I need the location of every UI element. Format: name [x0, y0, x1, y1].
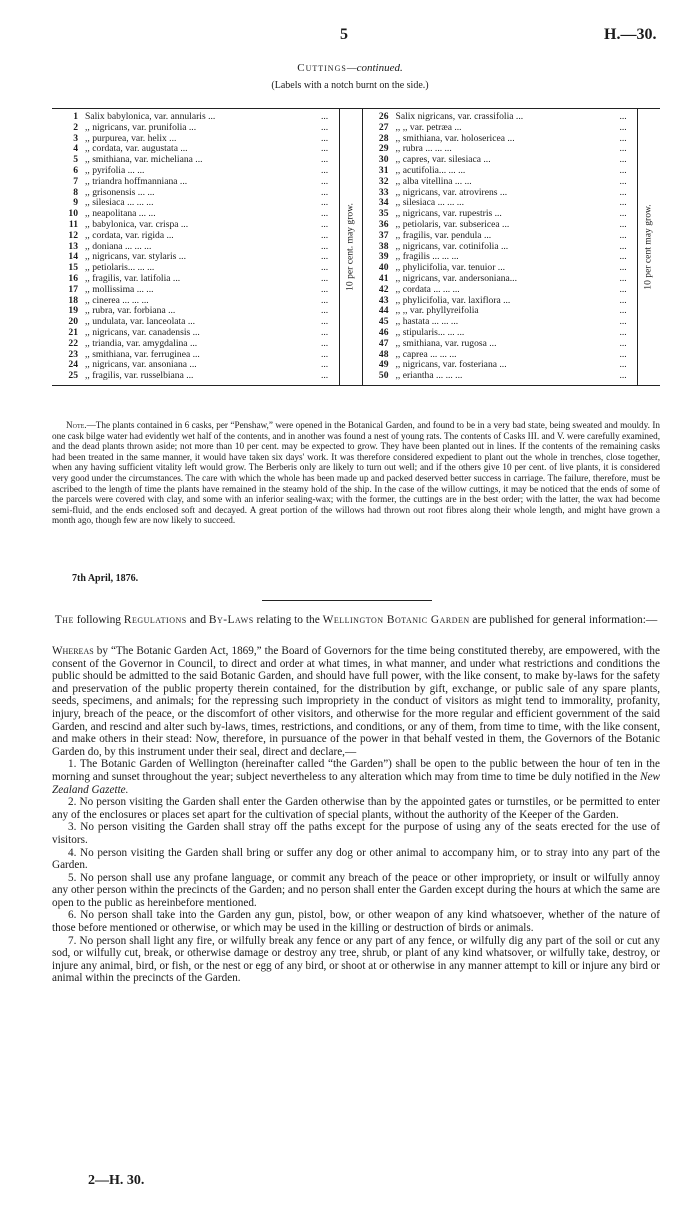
regulation-3: 3. No person visiting the Garden shall stray off the paths except for the purpose of using any of the seats erected for the use of visitors. — [52, 821, 660, 846]
intro-garden-name: Wellington Botanic Garden — [322, 614, 470, 626]
leader-dots: ... — [619, 326, 627, 338]
section-subtitle: (Labels with a notch burnt on the side.) — [271, 80, 429, 91]
cutting-name: ,, triandra hoffmanniana ... — [85, 176, 188, 187]
leader-dots: ... — [321, 154, 329, 166]
leader-dots: ... — [619, 186, 627, 198]
cutting-number: 32 — [378, 175, 389, 187]
cutting-number: 34 — [378, 197, 389, 209]
section-title-continued: —continued. — [346, 62, 403, 74]
section-title-main: Cuttings — [297, 62, 347, 74]
cutting-name: Salix babylonica, var. annularis ... — [85, 111, 216, 122]
cutting-name: ,, capres, var. silesiaca ... — [395, 155, 491, 166]
cutting-name: ,, fragilis, var. pendula ... — [395, 230, 492, 241]
cutting-name: ,, fragilis, var. russelbiana ... — [85, 371, 194, 382]
leader-dots: ... — [321, 337, 329, 349]
cutting-name: ,, neapolitana ... ... — [85, 209, 156, 220]
leader-dots: ... — [321, 218, 329, 230]
leader-dots: ... — [321, 326, 329, 338]
leader-dots: ... — [619, 283, 627, 295]
leader-dots: ... — [619, 316, 627, 328]
cutting-name: ,, smithiana, var. micheliana ... — [85, 155, 203, 166]
leader-dots: ... — [321, 370, 329, 382]
leader-dots: ... — [321, 121, 329, 133]
cutting-number: 45 — [378, 316, 389, 328]
cutting-name: ,, acutifolia... ... ... — [395, 165, 466, 176]
cutting-number: 10 — [68, 208, 78, 220]
leader-dots: ... — [321, 208, 329, 220]
cutting-number: 49 — [378, 359, 389, 371]
leader-dots: ... — [321, 283, 329, 295]
cutting-number: 5 — [73, 154, 78, 166]
regulation-7: 7. No person shall light any fire, or wilfully break any fence or any part of any fence, or wilfully dig any part of the soil or cut any sod, or wilfully cut, break, or otherwise damage or destroy any tree, shrub, or plant of any kind whatsover, or wilfully take, destroy, or injure any animal, bird, or fish, or the nest or egg of any bird, or shoot at or otherwise in any manner attempt to kill or injure any bird or animal within the precincts of the Garden. — [52, 934, 661, 985]
regulation-5: 5. No person shall use any profane language, or commit any breach of the peace or other impropriety, or insult or wilfully annoy any other person within the precincts of the Garden; and no person shall enter the Garden except during the hours at which the same are open to the public as hereinbefore mentioned. — [52, 871, 660, 909]
cutting-number: 31 — [378, 164, 389, 176]
regulation-6: 6. No person shall take into the Garden any gun, pistol, bow, or other weapon of any kind whatsoever, whether of the nature of those before mentioned or otherwise, or which may be used in the killing or destruction of birds or animals. — [52, 909, 660, 935]
cutting-name: ,, alba vitellina ... ... — [395, 176, 472, 187]
cutting-name: ,, caprea ... ... ... — [395, 349, 457, 360]
cutting-name: ,, smithiana, var. rugosa ... — [395, 338, 497, 349]
leader-dots: ... — [619, 208, 627, 220]
cutting-name: ,, fragilis ... ... ... — [395, 252, 459, 263]
cutting-name: ,, nigricans, var. canadensis ... — [85, 327, 200, 338]
leader-dots: ... — [619, 132, 627, 144]
note-text: —The plants contained in 6 casks, per “Penshaw,” were opened in the Botanical Garden, and found to be in a very bad state, being sweated and mouldy. In one cask bilge water had evidently wet half of the contents, and in another was found a nest of young rats. The contents of Casks III. and V. were carefully examined, and the dead plants thrown aside; not more than 10 per cent. may be expected to grow. They have been planted out in lines. If the contents of the remaining casks had been treated in the same manner, it would have taken six days' work. It was therefore considered expedient to plant out the whole in trenches, close together, when any having sufficient vitality left would grow. The Berberis only are likely to turn out well; and if the others give 10 per cent. of live plants, it is considered very good under the circumstances. The care with which the whole has been made up and packed deserved better success in carriage. The failure, therefore, must be ascribed to the length of time the plants have remained in the steamy hold of the ship. In the case of the willow cuttings, it may be noticed that the ends of some of the parcels were covered with clay, and some with an inferior sealing-wax; with the former, the cuttings are in the best order; with the latter, the wax had become semi-fluid, and the ends enclosed soft and decayed. A great portion of the willows had thrown out root fibres along their whole length, and might have grown a month ago, though few are now likely to succeed. — [52, 420, 660, 526]
growth-note-left-text: 10 per cent. may grow. — [344, 203, 356, 291]
cutting-number: 39 — [378, 251, 389, 263]
cutting-number: 6 — [73, 164, 78, 176]
cutting-name: ,, smithiana, var. holosericea ... — [395, 133, 515, 144]
leader-dots: ... — [619, 229, 627, 241]
leader-dots: ... — [619, 164, 627, 176]
leader-dots: ... — [619, 337, 627, 349]
cutting-number: 24 — [68, 359, 78, 371]
regulation-4: 4. No person visiting the Garden shall bring or suffer any dog or other animal to accompany him, or to stray into any part of the Garden. — [52, 846, 660, 872]
cutting-name: ,, pyrifolia ... ... — [85, 165, 145, 176]
cutting-name: ,, nigricans, var. stylaris ... — [85, 252, 186, 263]
leader-dots: ... — [321, 175, 329, 187]
cutting-name: ,, silesiaca ... ... ... — [85, 198, 154, 209]
leader-dots: ... — [619, 370, 627, 382]
leader-dots: ... — [321, 251, 329, 263]
cutting-number: 12 — [68, 229, 78, 241]
leader-dots: ... — [619, 240, 627, 252]
cutting-number: 42 — [378, 283, 389, 295]
leader-dots: ... — [321, 164, 329, 176]
leader-dots: ... — [619, 262, 627, 274]
cutting-name: ,, mollissima ... ... — [85, 284, 154, 295]
cutting-number: 19 — [68, 305, 78, 317]
cutting-number: 50 — [378, 370, 389, 382]
cutting-name: ,, nigricans, var. fosteriana ... — [395, 360, 507, 371]
intro-text-2: relating to the — [253, 614, 323, 626]
cutting-name: Salix nigricans, var. crassifolia ... — [395, 111, 524, 122]
cutting-name: ,, fragilis, var. latifolia ... — [85, 273, 181, 284]
cutting-name: ,, petiolaris... ... ... — [85, 263, 155, 274]
cutting-name: ,, phylicifolia, var. laxiflora ... — [395, 295, 511, 306]
cutting-number: 40 — [378, 262, 389, 274]
cutting-name: ,, ,, var. phyllyreifolia — [395, 306, 479, 317]
note-paragraph — [52, 420, 660, 526]
cutting-name: ,, nigricans, var. andersoniana... — [395, 273, 517, 284]
cutting-number: 16 — [68, 272, 78, 284]
regulation-2: 2. No person visiting the Garden shall enter the Garden otherwise than by the appointed gates or turnstiles, or be permitted to enter any of the enclosures or places set apart for the cultivation of special plants, without the authority of the Keeper of the Garden. — [52, 796, 660, 821]
cutting-name: ,, stipularis... ... ... — [395, 327, 465, 338]
cutting-number: 36 — [378, 218, 389, 230]
table-row — [52, 109, 660, 123]
leader-dots: ... — [619, 111, 627, 122]
cutting-number: 18 — [68, 294, 78, 306]
leader-dots: ... — [619, 305, 627, 317]
cutting-number: 35 — [378, 208, 389, 220]
leader-dots: ... — [321, 186, 329, 198]
cutting-number: 37 — [378, 229, 389, 241]
leader-dots: ... — [321, 111, 329, 122]
leader-dots: ... — [321, 197, 329, 209]
leader-dots: ... — [321, 359, 329, 371]
footer-signature: 2—H. 30. — [88, 1173, 145, 1188]
leader-dots: ... — [321, 240, 329, 252]
cutting-number: 1 — [73, 111, 78, 122]
cutting-name: ,, purpurea, var. helix ... — [85, 133, 177, 144]
regulation-1-gazette: New Zealand Gazette. — [52, 770, 660, 796]
cutting-number: 2 — [73, 121, 78, 133]
cutting-number: 28 — [378, 132, 389, 144]
intro-regulations: Regulations — [123, 614, 187, 626]
cutting-number: 33 — [378, 186, 389, 198]
cutting-number: 22 — [68, 337, 78, 349]
leader-dots: ... — [619, 154, 627, 166]
cutting-name: ,, rubra, var. forbiana ... — [85, 306, 176, 317]
cutting-number: 9 — [73, 197, 78, 209]
leader-dots: ... — [619, 218, 627, 230]
leader-dots: ... — [619, 251, 627, 263]
cutting-number: 8 — [73, 186, 78, 198]
cutting-name: ,, babylonica, var. crispa ... — [85, 219, 189, 230]
cutting-number: 15 — [68, 262, 78, 274]
cutting-number: 17 — [68, 283, 78, 295]
leader-dots: ... — [321, 305, 329, 317]
cutting-name: ,, phylicifolia, var. tenuior ... — [395, 263, 506, 274]
intro-text-3: are published for general information:— — [469, 614, 658, 626]
leader-dots: ... — [619, 348, 627, 360]
cutting-name: ,, eriantha ... ... ... — [395, 371, 463, 382]
cutting-name: ,, nigricans, var. atrovirens ... — [395, 187, 508, 198]
note-date: 7th April, 1876. — [72, 573, 139, 584]
cutting-number: 30 — [378, 154, 389, 166]
leader-dots: ... — [321, 272, 329, 284]
preamble-text: by “The Botanic Garden Act, 1869,” the Board of Governors for the time being constituted thereby, are empowered, with the consent of the Governor in Council, to direct and order at what times, in what manner, and under what restrictions and conditions the public should be admitted to the said Botanic Garden, and should have full power, with the like consent, to make by-laws for the safety and preservation of the public property therein contained, for the distribution by gift, exchange, or public sale of any spare plants, seeds, specimens, and animals; for the repressing such impropriety in the conduct of visitors as might tend to immorality, profanity, injury, breach of the peace, or the discomfort of other visitors, and otherwise for the more regular and efficient government of the said Garden, and rescind and alter such by-laws, times, restrictions, and conditions, or any of them, from time to time, with the like consent, and make others in their stead: Now, therefore, in pursuance of the power in that behalf vested in them, the Governors of the Botanic Garden do, by this instrument under their seal, direct and declare,— — [52, 645, 660, 758]
preamble-paragraph — [52, 645, 660, 758]
cutting-name: ,, ,, var. petræa ... — [395, 122, 462, 133]
cutting-name: ,, doniana ... ... ... — [85, 241, 152, 252]
page-number: 5 — [340, 26, 348, 43]
growth-note-right — [638, 109, 661, 386]
cutting-name: ,, grisonensis ... ... — [85, 187, 155, 198]
leader-dots: ... — [619, 143, 627, 155]
growth-note-left — [339, 109, 362, 386]
regulations-intro — [52, 614, 660, 627]
cutting-name: ,, smithiana, var. ferruginea ... — [85, 349, 200, 360]
intro-the: The — [54, 614, 74, 626]
note-lead: Note. — [66, 420, 87, 430]
intro-bylaws: By-Laws — [208, 614, 254, 626]
cutting-number: 21 — [68, 326, 78, 338]
leader-dots: ... — [321, 262, 329, 274]
leader-dots: ... — [619, 175, 627, 187]
cutting-number: 27 — [378, 121, 389, 133]
cutting-number: 43 — [378, 294, 389, 306]
regulation-1 — [52, 758, 660, 796]
leader-dots: ... — [619, 197, 627, 209]
cutting-name: ,, cordata, var. augustata ... — [85, 144, 188, 155]
cutting-name: ,, nigricans, var. prunifolia ... — [85, 122, 197, 133]
cutting-name: ,, nigricans, var. ansoniana ... — [85, 360, 197, 371]
section-title — [0, 62, 700, 74]
cutting-number: 11 — [68, 218, 78, 230]
regulations-body — [52, 645, 660, 985]
regulation-1-text: 1. The Botanic Garden of Wellington (hereinafter called “the Garden”) shall be open to the public between the hour of ten in the morning and sunset throughout the year; subject nevertheless to any alteration which may from time to time be duly notified in the — [52, 758, 660, 783]
document-reference: H.—30. — [604, 26, 657, 43]
cutting-number: 7 — [73, 175, 78, 187]
cutting-number: 29 — [378, 143, 389, 155]
leader-dots: ... — [619, 272, 627, 284]
cutting-name: ,, hastata ... ... ... — [395, 317, 459, 328]
cutting-name: ,, nigricans, var. cotinifolia ... — [395, 241, 509, 252]
cuttings-table — [52, 108, 660, 386]
leader-dots: ... — [321, 348, 329, 360]
cutting-name: ,, silesiaca ... ... ... — [395, 198, 464, 209]
cutting-number: 46 — [378, 326, 389, 338]
cutting-name: ,, nigricans, var. rupestris ... — [395, 209, 502, 220]
cutting-name: ,, cinerea ... ... ... — [85, 295, 149, 306]
intro-text-1: following — [73, 614, 124, 626]
section-divider — [262, 600, 432, 601]
cutting-number: 38 — [378, 240, 389, 252]
leader-dots: ... — [321, 294, 329, 306]
cutting-name: ,, petiolaris, var. subsericea ... — [395, 219, 510, 230]
cutting-number: 47 — [378, 337, 389, 349]
cutting-number: 25 — [68, 370, 78, 382]
cutting-number: 44 — [378, 305, 389, 317]
cutting-number: 13 — [68, 240, 78, 252]
cutting-number: 23 — [68, 348, 78, 360]
leader-dots: ... — [321, 229, 329, 241]
cutting-name: ,, cordata ... ... ... — [395, 284, 460, 295]
cutting-number: 4 — [73, 143, 78, 155]
intro-and: and — [186, 614, 209, 626]
leader-dots: ... — [619, 121, 627, 133]
cutting-number: 48 — [378, 348, 389, 360]
leader-dots: ... — [321, 132, 329, 144]
cutting-number: 3 — [73, 132, 78, 144]
whereas-word: Whereas — [52, 645, 94, 657]
growth-note-right-text: 10 per cent may grow. — [642, 204, 654, 290]
leader-dots: ... — [619, 294, 627, 306]
leader-dots: ... — [321, 143, 329, 155]
leader-dots: ... — [619, 359, 627, 371]
cutting-name: ,, triandia, var. amygdalina ... — [85, 338, 198, 349]
cutting-name: ,, undulata, var. lanceolata ... — [85, 317, 196, 328]
cutting-number: 26 — [378, 111, 389, 122]
cutting-number: 41 — [378, 272, 389, 284]
cutting-number: 20 — [68, 316, 78, 328]
cutting-name: ,, rubra ... ... ... — [395, 144, 452, 155]
cutting-number: 14 — [68, 251, 78, 263]
cutting-name: ,, cordata, var. rigida ... — [85, 230, 174, 241]
leader-dots: ... — [321, 316, 329, 328]
